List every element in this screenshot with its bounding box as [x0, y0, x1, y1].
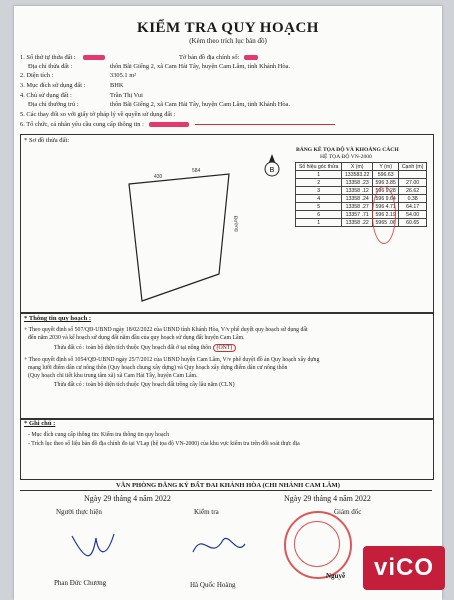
cell-vertex: 2 [296, 179, 342, 187]
cell-edge: 54.00 [399, 211, 427, 219]
owner-label: 4. Chủ sử dụng đất : [20, 92, 72, 99]
parcel-address-value: thôn Bãi Giếng 2, xã Cam Hải Tây, huyện Cam Lâm, tỉnh Khánh Hòa. [110, 63, 290, 70]
cell-y: 596 4.71 [373, 203, 399, 211]
area-unit: m² [129, 72, 137, 79]
cell-edge: 26.62 [399, 187, 427, 195]
cell-edge: 0.38 [399, 195, 427, 203]
info-line-1 [20, 54, 105, 62]
planning-decision-1-cont: đến năm 2030 và kế hoạch sử dụng đất năm đầu của quy hoạch sử dụng đất huyện Cam Lâm. [28, 335, 245, 341]
edge-label-right: Đường [232, 215, 240, 232]
land-use-code-ont: (ONT) [213, 344, 237, 352]
name-checker: Hà Quốc Hoàng [190, 581, 236, 589]
planning-decision-1: + Theo quyết định số 507/QĐ-UBND ngày 18/02/2022 của UBND tỉnh Khánh Hòa, V/v phê duyệt quy hoạch sử dụng đất [24, 327, 308, 333]
purpose-value: BHK [110, 82, 124, 89]
compass-letter: B [269, 167, 275, 174]
planning-result-2-value: toàn bộ diện tích thuộc Quy hoạch đất trồng cây lâu năm (CLN) [86, 382, 235, 388]
coord-table-row [296, 211, 427, 219]
requester-line [20, 121, 335, 129]
edge-label-top-right: 584 [192, 168, 201, 174]
cell-x: 13358 .22 [342, 219, 373, 227]
cell-vertex: 4 [296, 195, 342, 203]
coordinate-table [295, 162, 427, 227]
planning-heading: * Thông tin quy hoạch : [24, 315, 92, 322]
planning-result-2 [54, 381, 235, 389]
planning-decision-2: + Theo quyết định số 1054/QĐ-UBND ngày 25/7/2012 của UBND huyện Cam Lâm, V/v phê duyệt đồ án Quy hoạch xây dựng [24, 357, 320, 363]
date-right: Ngày 29 tháng 4 năm 2022 [284, 494, 371, 503]
red-circle-mark [372, 186, 396, 244]
changes-line [20, 111, 175, 119]
name-preparer: Phan Đức Chương [54, 579, 107, 587]
redaction-underline [195, 124, 335, 125]
area-number: 3305.1 [110, 72, 128, 79]
footer-divider [20, 490, 432, 491]
cell-y: 596 9.28 [373, 187, 399, 195]
map-sheet-label: Tờ bản đồ địa chính số: [179, 54, 240, 61]
cell-vertex: 6 [296, 211, 342, 219]
name-director: Nguyễ [326, 572, 346, 580]
coord-table-row [296, 187, 427, 195]
coord-table-row [296, 179, 427, 187]
planning-decision-2-cont: mạng lưới điểm dân cư nông thôn (Quy hoạch chung xây dựng) và Quy hoạch xây dựng điểm dân cư nông thôn [28, 365, 288, 371]
cell-y: 596 3.85 [373, 179, 399, 187]
residence-line [28, 101, 290, 109]
redacted-parcel-number [83, 55, 105, 60]
cell-x: 13357 .71 [342, 211, 373, 219]
coord-table-header [296, 163, 427, 171]
cell-edge: 60.65 [399, 219, 427, 227]
residence-value: thôn Bãi Giếng 2, xã Cam Hải Tây, huyện Cam Lâm, tỉnh Khánh Hòa. [110, 101, 290, 108]
cell-y: 5965 .06 [373, 219, 399, 227]
vico-logo: viCO [363, 546, 445, 590]
parcel-number-label: 1. Số thứ tự thửa đất : [20, 54, 76, 61]
parcel-outline [129, 174, 229, 301]
official-seal-inner-ring [294, 521, 340, 567]
cell-vertex: 3 [296, 187, 342, 195]
planning-decision-2-cont2: (Quy hoạch chi tiết khu trung tâm xã) xã Cam Hải Tây, huyện Cam Lâm. [28, 373, 198, 379]
purpose-label: 3. Mục đích sử dụng đất : [20, 82, 86, 89]
role-preparer: Người thực hiện [56, 508, 102, 516]
cell-edge: 27.00 [399, 179, 427, 187]
cell-edge [399, 171, 427, 179]
col-edge: Cạnh (m) [399, 163, 427, 171]
area-line [20, 72, 137, 80]
role-director: Giám đốc [334, 508, 362, 516]
col-vertex: Số hiệu góc thửa [296, 163, 342, 171]
coord-table-row [296, 171, 427, 179]
owner-value: Trần Thị Vui [110, 92, 143, 99]
parcel-sketch [94, 156, 284, 306]
cell-x: 133583.22 [342, 171, 373, 179]
date-left: Ngày 29 tháng 4 năm 2022 [84, 494, 171, 503]
coord-table-subtitle: HỆ TỌA ĐỘ VN-2000 [320, 154, 372, 160]
role-checker: Kiểm tra [194, 508, 219, 516]
cell-x: 13358 .12 [342, 187, 373, 195]
cell-vertex: 1 [296, 171, 342, 179]
planning-result-1-value: toàn bộ diện tích thuộc Quy hoạch đất ở tại nông thôn [86, 345, 212, 351]
cell-edge: 64.17 [399, 203, 427, 211]
coord-table-row [296, 195, 427, 203]
owner-line [20, 92, 143, 100]
note-source: - Trích lục theo số liệu bản đồ địa chính đo tại VLap (hệ tọa độ VN-2000) của khu vực kiểm tra trên đối soát thực địa [28, 441, 300, 447]
planning-result-1-label: Thửa đất có : [54, 345, 85, 351]
area-value [110, 72, 136, 80]
map-section-heading: * Sơ đồ thửa đất: [24, 137, 70, 144]
document-title: KIỂM TRA QUY HOẠCH [137, 20, 319, 36]
signature-checker [189, 526, 249, 566]
edge-label-top-left: 430 [154, 174, 163, 180]
notes-frame [20, 418, 434, 480]
coord-table-row [296, 203, 427, 211]
parcel-address-label: Địa chỉ thửa đất : [28, 63, 73, 70]
parcel-address-line [28, 63, 290, 71]
map-sheet-line [179, 54, 258, 62]
signature-preparer [66, 526, 126, 566]
col-y: Y (m) [373, 163, 399, 171]
document-subtitle: (Kèm theo trích lục bản đồ) [189, 37, 267, 45]
cell-x: 13358 .24 [342, 195, 373, 203]
cell-y: 596.63 [373, 171, 399, 179]
requester-label: 6. Tổ chức, cá nhân yêu cầu cung cấp thông tin : [20, 121, 144, 128]
cell-x: 13358 .23 [342, 179, 373, 187]
planning-result-2-label: Thửa đất có : [54, 382, 85, 388]
note-purpose: - Mục đích cung cấp thông tin: Kiểm tra thông tin quy hoạch [28, 432, 170, 438]
redacted-map-sheet [244, 55, 258, 60]
coord-table-row [296, 219, 427, 227]
planning-result-1 [54, 344, 236, 352]
cell-y: 596 9.64 [373, 195, 399, 203]
notes-heading: * Ghi chú : [24, 420, 56, 427]
redacted-requester [149, 122, 189, 127]
col-x: X (m) [342, 163, 373, 171]
coord-table-title: BẢNG KÊ TỌA ĐỘ VÀ KHOẢNG CÁCH [296, 147, 399, 153]
purpose-line [20, 82, 124, 90]
north-arrow-icon [261, 154, 283, 184]
office-name: VĂN PHÒNG ĐĂNG KÝ ĐẤT ĐAI KHÁNH HÒA (CHI NHÁNH CAM LÂM) [116, 482, 340, 489]
area-label: 2. Diện tích : [20, 72, 54, 79]
document-page [14, 6, 442, 600]
cell-vertex: 1 [296, 219, 342, 227]
cell-vertex: 5 [296, 203, 342, 211]
residence-label: Địa chỉ thường trú : [28, 101, 79, 108]
changes-label: 5. Các thay đổi so với giấy tờ pháp lý về quyền sử dụng đất : [20, 111, 176, 118]
cell-x: 13358 .27 [342, 203, 373, 211]
cell-y: 596 2.19 [373, 211, 399, 219]
